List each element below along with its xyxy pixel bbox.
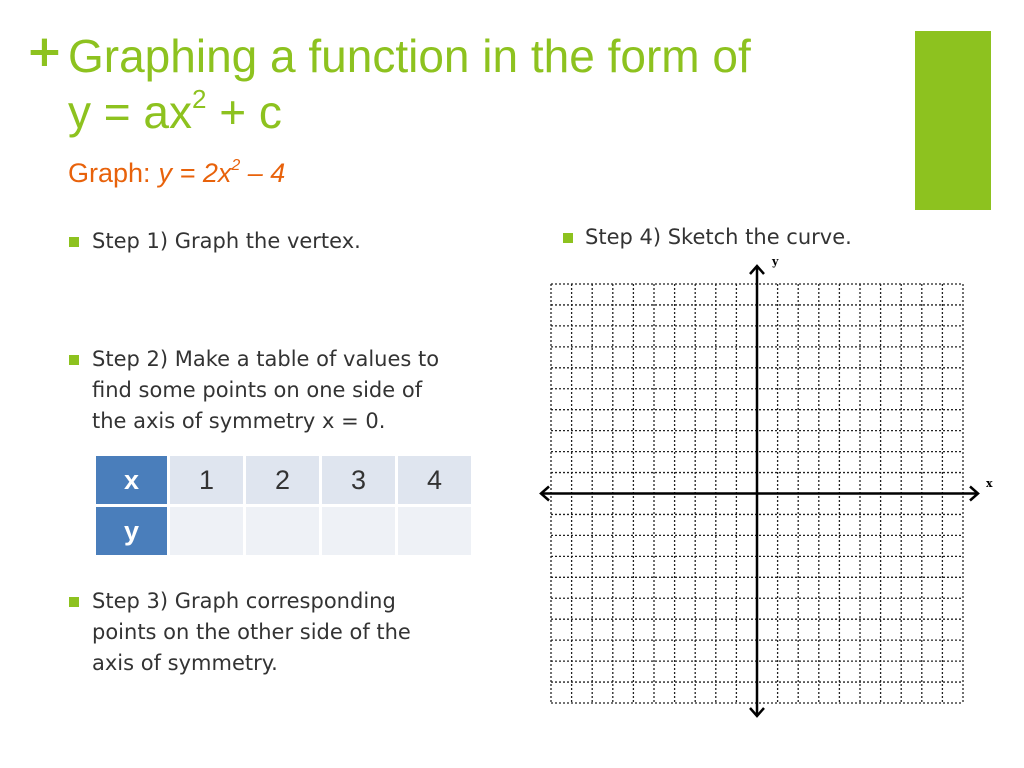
title-eq-base: y = ax <box>68 86 193 138</box>
subtitle-label: Graph: <box>68 158 151 188</box>
table-cell-x: 1 <box>169 455 245 506</box>
title-eq-exponent: 2 <box>192 84 207 114</box>
title-eq-rest: + c <box>206 86 282 138</box>
table-cell-x: 2 <box>245 455 321 506</box>
step-2-line-3: the axis of symmetry x = 0. <box>92 409 386 433</box>
axes <box>541 266 978 716</box>
table-header-x: x <box>95 455 169 506</box>
subtitle-eq-rest: – 4 <box>240 158 286 188</box>
step-4-line: Step 4) Sketch the curve. <box>585 225 852 249</box>
table-header-y: y <box>95 506 169 557</box>
step-3-line-3: axis of symmetry. <box>92 651 278 675</box>
step-2-line-2: find some points on one side of <box>92 378 423 402</box>
table-cell-x: 3 <box>321 455 397 506</box>
x-axis-label: x <box>986 477 993 490</box>
step-3-line-2: points on the other side of the <box>92 620 411 644</box>
subtitle-eq-exponent: 2 <box>231 157 241 174</box>
step-2-line-1: Step 2) Make a table of values to <box>92 347 440 371</box>
title-line-1: Graphing a function in the form of <box>68 30 751 82</box>
y-axis-label: y <box>772 255 779 268</box>
subtitle-eq-base: y = 2x <box>158 158 232 188</box>
plus-icon: + <box>26 26 63 77</box>
table-cell-x: 4 <box>397 455 473 506</box>
step-1-line: Step 1) Graph the vertex. <box>92 229 361 253</box>
step-3-line-1: Step 3) Graph corresponding <box>92 589 396 613</box>
